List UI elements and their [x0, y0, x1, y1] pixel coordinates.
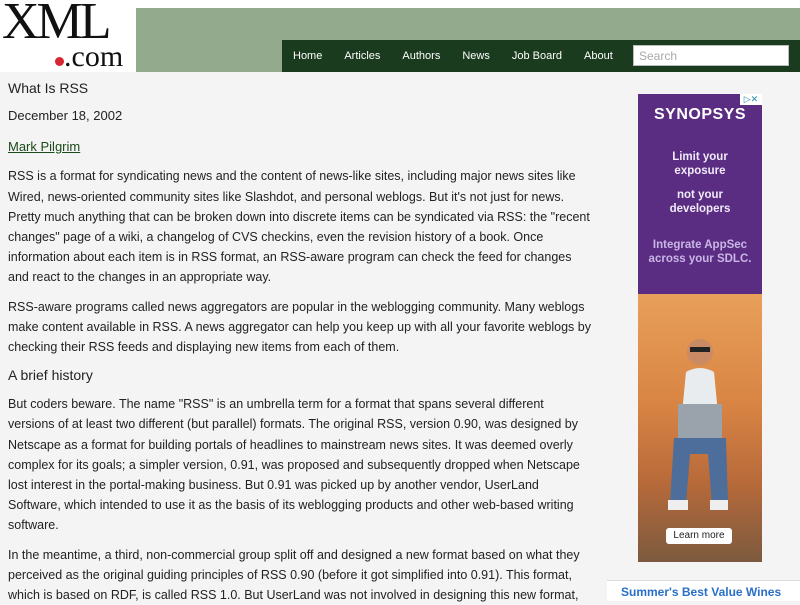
ad-text: across your SDLC.: [648, 253, 752, 265]
person-with-laptop-image: [668, 314, 728, 514]
section-heading: A brief history: [8, 367, 93, 384]
bottom-ad[interactable]: [607, 580, 800, 601]
xml-com-logo[interactable]: [0, 0, 128, 73]
bottom-ad-text: Summer's Best Value Wines: [621, 585, 782, 599]
author-link[interactable]: Mark Pilgrim: [8, 139, 81, 155]
ad-text: exposure: [674, 165, 726, 177]
ad-text: not your: [677, 189, 723, 201]
ad-learn-more-button[interactable]: Learn more: [666, 528, 732, 544]
sidebar-ad[interactable]: [638, 94, 762, 562]
article-paragraph: RSS is a format for syndicating news and the content of news-like sites, including major news sites like Wired, news-oriented community sites like Slashdot, and personal weblogs. But it's not just for news. Pretty much anything that can be broken down into discrete items can be syndicated via RSS: the "recent changes" page of a wiki, a changelog of CVS checkins, even the revision history of a book. Once information about each item is in RSS format, an RSS-aware program can check the feed for changes and react to the changes in an appropriate way.: [8, 169, 590, 285]
nav-home[interactable]: Home: [293, 50, 323, 62]
article-title: What Is RSS: [8, 80, 89, 96]
article: [8, 78, 593, 605]
article-paragraph: RSS-aware programs called news aggregators are popular in the weblogging community. Many weblogs make content available in RSS. A news aggregator can help you keep up with all your favorite weblogs by checking their RSS feeds and displaying new items from each of them.: [8, 299, 591, 355]
logo-com-text: .com: [64, 40, 124, 73]
ad-text: developers: [669, 203, 731, 215]
nav-job-board[interactable]: Job Board: [511, 50, 562, 62]
nav-news[interactable]: News: [462, 50, 490, 62]
nav-authors[interactable]: Authors: [402, 50, 441, 62]
ad-text: Limit your: [672, 151, 728, 163]
article-paragraph: But coders beware. The name "RSS" is an umbrella term for a format that spans several different versions of at least two different (but parallel) formats. The original RSS, version 0.90, was designed by Netscape as a format for building portals of headlines to mainstream news sites. It was deemed overly complex for its goals; a simpler version, 0.91, was proposed and subsequently dropped when Netscape lost interest in the portal-making business. But 0.91 was picked up by another vendor, UserLand Software, which intended to use it as the basis of its weblogging products and other web-based writing software.: [8, 397, 580, 533]
ad-brand: SYNOPSYS: [653, 106, 747, 123]
ad-text: Integrate AppSec: [652, 239, 748, 251]
logo-xml-text: XML: [2, 0, 109, 50]
ad-photo: [638, 294, 762, 562]
logo-dot: [55, 57, 64, 66]
nav-about[interactable]: About: [584, 50, 613, 62]
article-paragraph: In the meantime, a third, non-commercial group split off and designed a new format based on what they perceived as the original guiding principles of RSS 0.90 (before it got simplified into 0.91). This format, which is based on RDF, is called RSS 1.0. But UserLand was not involved in designing this new format,: [8, 547, 580, 603]
site-header: [0, 0, 800, 72]
search-input[interactable]: [633, 45, 789, 66]
nav-articles[interactable]: Articles: [344, 50, 381, 62]
ad-choices-close-icon[interactable]: ▷✕: [740, 94, 762, 105]
article-date: December 18, 2002: [8, 108, 123, 123]
